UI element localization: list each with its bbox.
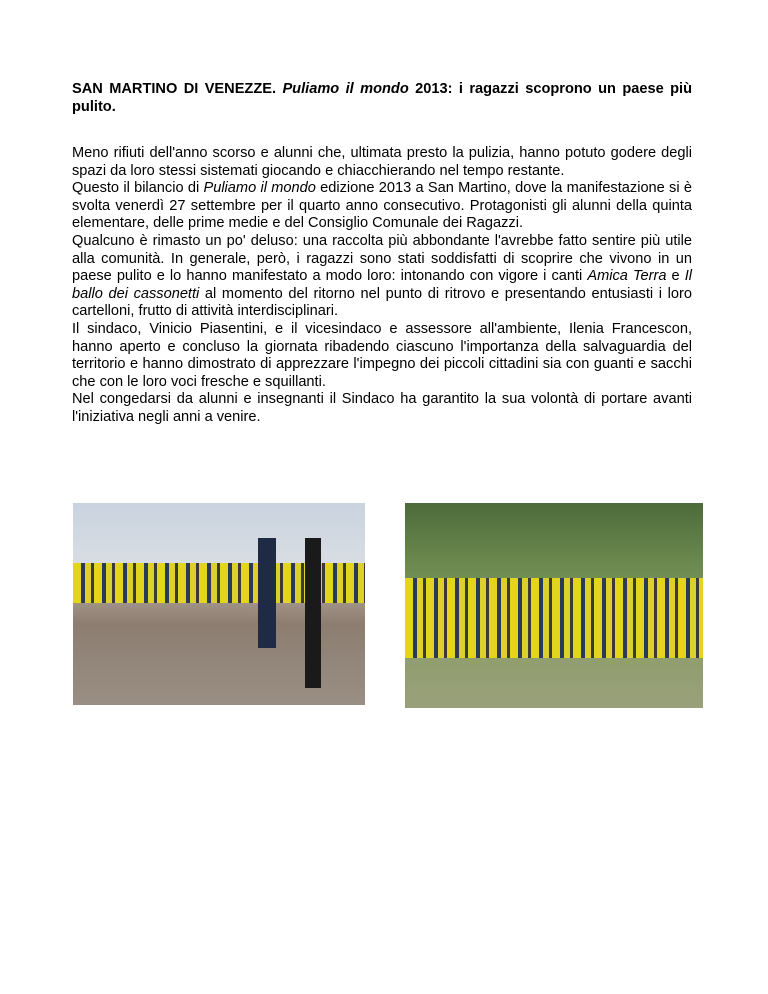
italic-text: Puliamo il mondo	[203, 180, 316, 197]
italic-text: Il ballo dei cassonetti	[72, 268, 692, 302]
photo-square-ceremony	[73, 503, 365, 705]
paragraph	[72, 233, 692, 321]
paragraph	[72, 321, 692, 391]
article-body	[72, 145, 692, 427]
text-run: Il sindaco, Vinicio Piasentini, e il vicesindaco e assessore all'ambiente, Ilenia Francescon, hanno aperto e concluso la giornata ribadendo ciascuno l'importanza della salvaguardia del territorio e hanno dimostrato di apprezzare l'impegno dei piccoli cittadini sia con guanti e sacchi che con le loro voci fresche e squillanti.	[72, 320, 692, 390]
text-run: al momento del ritorno nel punto di ritrovo e presentando entusiasti i loro cartelloni, frutto di attività interdisciplinari.	[72, 285, 692, 320]
paragraph	[72, 180, 692, 233]
photo-group-park	[405, 503, 703, 708]
text-run: Qualcuno è rimasto un po' deluso: una raccolta più abbondante l'avrebbe fatto sentire più utile alla comunità. In generale, però, i ragazzi sono stati soddisfatti di scoprire che vivono in un paese pulito e lo hanno manifestato a modo loro: intonando con vigore i canti	[72, 232, 692, 285]
text-run: e	[666, 268, 685, 285]
text-run: Nel congedarsi da alunni e insegnanti il Sindaco ha garantito la sua volontà di portare avanti l'iniziativa negli anni a venire.	[72, 391, 692, 425]
text-run: 2013: i ragazzi scoprono un paese più pulito.	[72, 81, 692, 115]
paragraph	[72, 391, 692, 426]
italic-text: Puliamo il mondo	[282, 81, 409, 97]
text-run: Questo il bilancio di	[72, 180, 204, 197]
article-title	[72, 80, 692, 116]
italic-text: Amica Terra	[587, 268, 667, 285]
text-run: SAN MARTINO DI VENEZZE.	[72, 81, 283, 97]
children-group	[73, 563, 365, 603]
woman-figure	[305, 538, 321, 688]
text-run: Meno rifiuti dell'anno scorso e alunni che, ultimata presto la pulizia, hanno potuto godere degli spazi da loro stessi sistemati giocando e chiacchierando nel tempo restante.	[72, 145, 692, 179]
children-group	[405, 578, 703, 658]
mayor-figure	[258, 538, 276, 648]
text-run: edizione 2013 a San Martino, dove la manifestazione si è svolta venerdì 27 settembre per il quarto anno consecutivo. Protagonisti gli alunni della quinta elementare, delle prime medie e del Consiglio Comunale dei Ragazzi.	[72, 180, 692, 232]
paragraph	[72, 145, 692, 180]
